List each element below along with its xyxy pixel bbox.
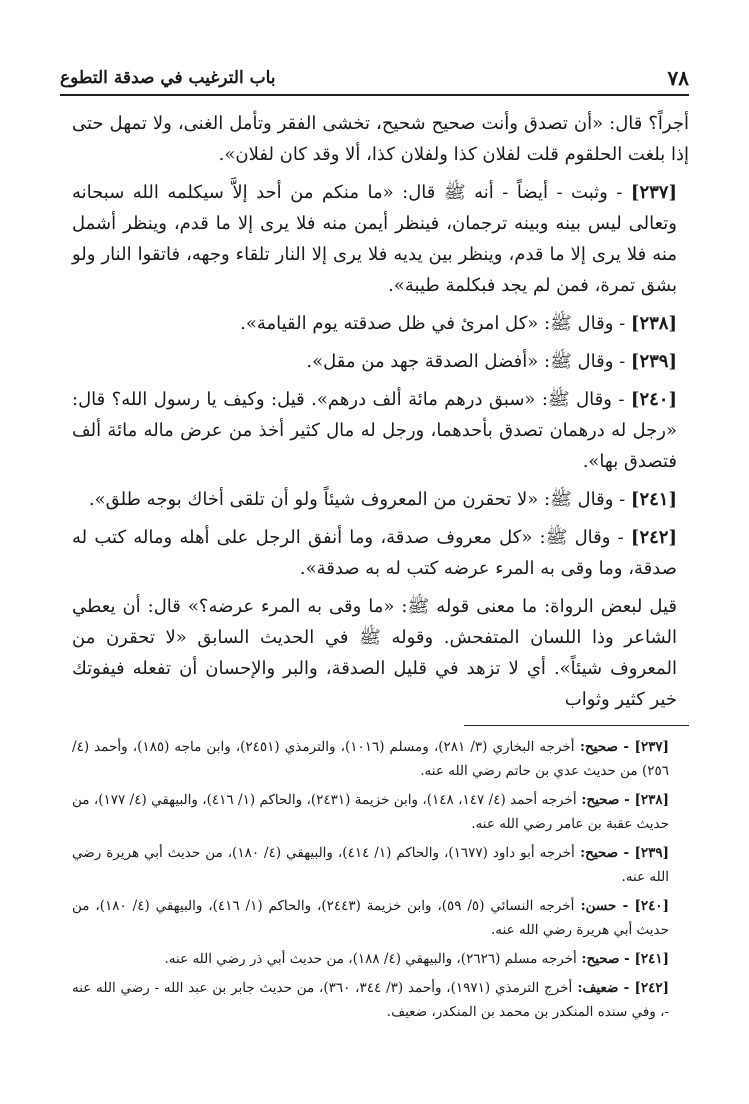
footnote: [٢٤٠] - حسن: أخرجه النسائي (٥/ ٥٩)، وابن خزيمة (٢٤٤٣)، والحاكم (١/ ٤١٦)، والبيهقي (٤/ ١٨٠)، من حديث أبي هريرة رضي الله عنه. [72,898,670,938]
footnote-number: [٢٣٩] [634,845,669,861]
hadith-paragraph: [٢٣٧] - وثبت - أيضاً - أنه ﷺ قال: «ما منكم من أحد إلاَّ سيكلمه الله سبحانه وتعالى ليس بينه وبينه ترجمان، فينظر أيمن منه فلا يرى إلا ما قدم، وينظر أشمل منه فلا يرى إلا ما قدم، وينظر بين يديه فلا يرى إلا النار تلقاء وجهه، فاتقوا النار ولو بشق تمرة، فمن لم يجد فبكلمة طيبة». [72,182,677,296]
footnote: [٢٤١] - صحيح: أخرجه مسلم (٢٦٢٦)، والبيهقي (٤/ ١٨٨)، من حديث أبي ذر رضي الله عنه. [164,951,669,967]
footnote-number: [٢٣٧] [634,739,669,755]
hadith-number: [٢٣٧] [630,182,677,203]
main-text [72,108,689,722]
footnote-number: [٢٤١] [634,951,669,967]
footnote-grade: - صحيح: [574,845,635,861]
footnote-grade: - حسن: [574,898,635,914]
footnote: [٢٣٨] - صحيح: أخرجه أحمد (٤/ ١٤٧، ١٤٨)، وابن خزيمة (٢٤٣١)، والحاكم (١/ ٤١٦)، والبيهقي (٤/ ١٧٧)، من حديث عقبة بن عامر رضي الله عنه. [72,792,670,832]
footnote: [٢٣٩] - صحيح: أخرجه أبو داود (١٦٧٧)، والحاكم (١/ ٤١٤)، والبيهقي (٤/ ١٨٠)، من حديث أبي هريرة رضي الله عنه. [72,845,669,885]
hadith-number: [٢٤١] [630,489,677,510]
footnotes [72,735,689,1029]
footnote: [٢٣٧] - صحيح: أخرجه البخاري (٣/ ٢٨١)، ومسلم (١٠١٦)، والترمذي (٢٤٥١)، وابن ماجه (١٨٥)، وأحمد (٤/ ٢٥٦) من حديث عدي بن حاتم رضي الله عنه. [72,739,669,779]
running-title: باب الترغيب في صدقة التطوع [60,68,276,88]
paragraph: أجراً؟ قال: «أن تصدق وأنت صحيح شحيح، تخشى الفقر وتأمل الغنى، ولا تمهل حتى إذا بلغت الحلقوم قلت لفلان كذا ولفلان كذا، ألا وقد كان لفلان». [72,113,689,165]
footnote-number: [٢٤٠] [634,898,670,914]
footnote-number: [٢٤٢] [634,980,669,996]
hadith-paragraph: [٢٤٢] - وقال ﷺ: «كل معروف صدقة، وما أنفق الرجل على أهله وماله كتب له صدقة، وما وقى به المرء عرضه كتب له به صدقة». [72,527,677,579]
hadith-number: [٢٣٨] [630,313,677,334]
footnote-grade: - ضعيف: [572,980,635,996]
footnote: [٢٤٢] - ضعيف: أخرج الترمذي (١٩٧١)، وأحمد (٣/ ٣٤٤، ٣٦٠)، من حديث جابر بن عبد الله - رضي الله عنه -، وفي سنده المنكدر بن محمد بن المنكدر، ضعيف. [72,980,669,1020]
paragraph: قيل لبعض الرواة: ما معنى قوله ﷺ: «ما وقى به المرء عرضه؟» قال: أن يعطي الشاعر وذا اللسان المتفحش. وقوله ﷺ في الحديث السابق «لا تحقرن من المعروف شيئاً». أي لا تزهد في قليل الصدقة، والبر والإحسان أن تفعله فيفوتك خير كثير وثواب [72,596,677,710]
hadith-paragraph: [٢٤٠] - وقال ﷺ: «سبق درهم مائة ألف درهم». قيل: وكيف يا رسول الله؟ قال: «رجل له درهمان تصدق بأحدهما، ورجل له مال كثير أخذ من عرض ماله مائة ألف فتصدق بها». [72,389,677,472]
footnote-grade: - صحيح: [576,792,635,808]
footnote-number: [٢٣٨] [634,792,670,808]
hadith-number: [٢٣٩] [630,351,677,372]
hadith-paragraph: [٢٣٩] - وقال ﷺ: «أفضل الصدقة جهد من مقل». [306,351,677,372]
hadith-paragraph: [٢٣٨] - وقال ﷺ: «كل امرئ في ظل صدقته يوم القيامة». [240,313,677,334]
footnote-grade: - صحيح: [576,951,635,967]
footnote-separator [464,725,689,726]
footnote-grade: - صحيح: [574,739,635,755]
page-header [60,62,689,96]
hadith-number: [٢٤٢] [630,527,677,548]
hadith-paragraph: [٢٤١] - وقال ﷺ: «لا تحقرن من المعروف شيئاً ولو أن تلقى أخاك بوجه طلق». [88,489,677,510]
hadith-number: [٢٤٠] [630,389,677,410]
page-number: ٧٨ [667,66,689,90]
